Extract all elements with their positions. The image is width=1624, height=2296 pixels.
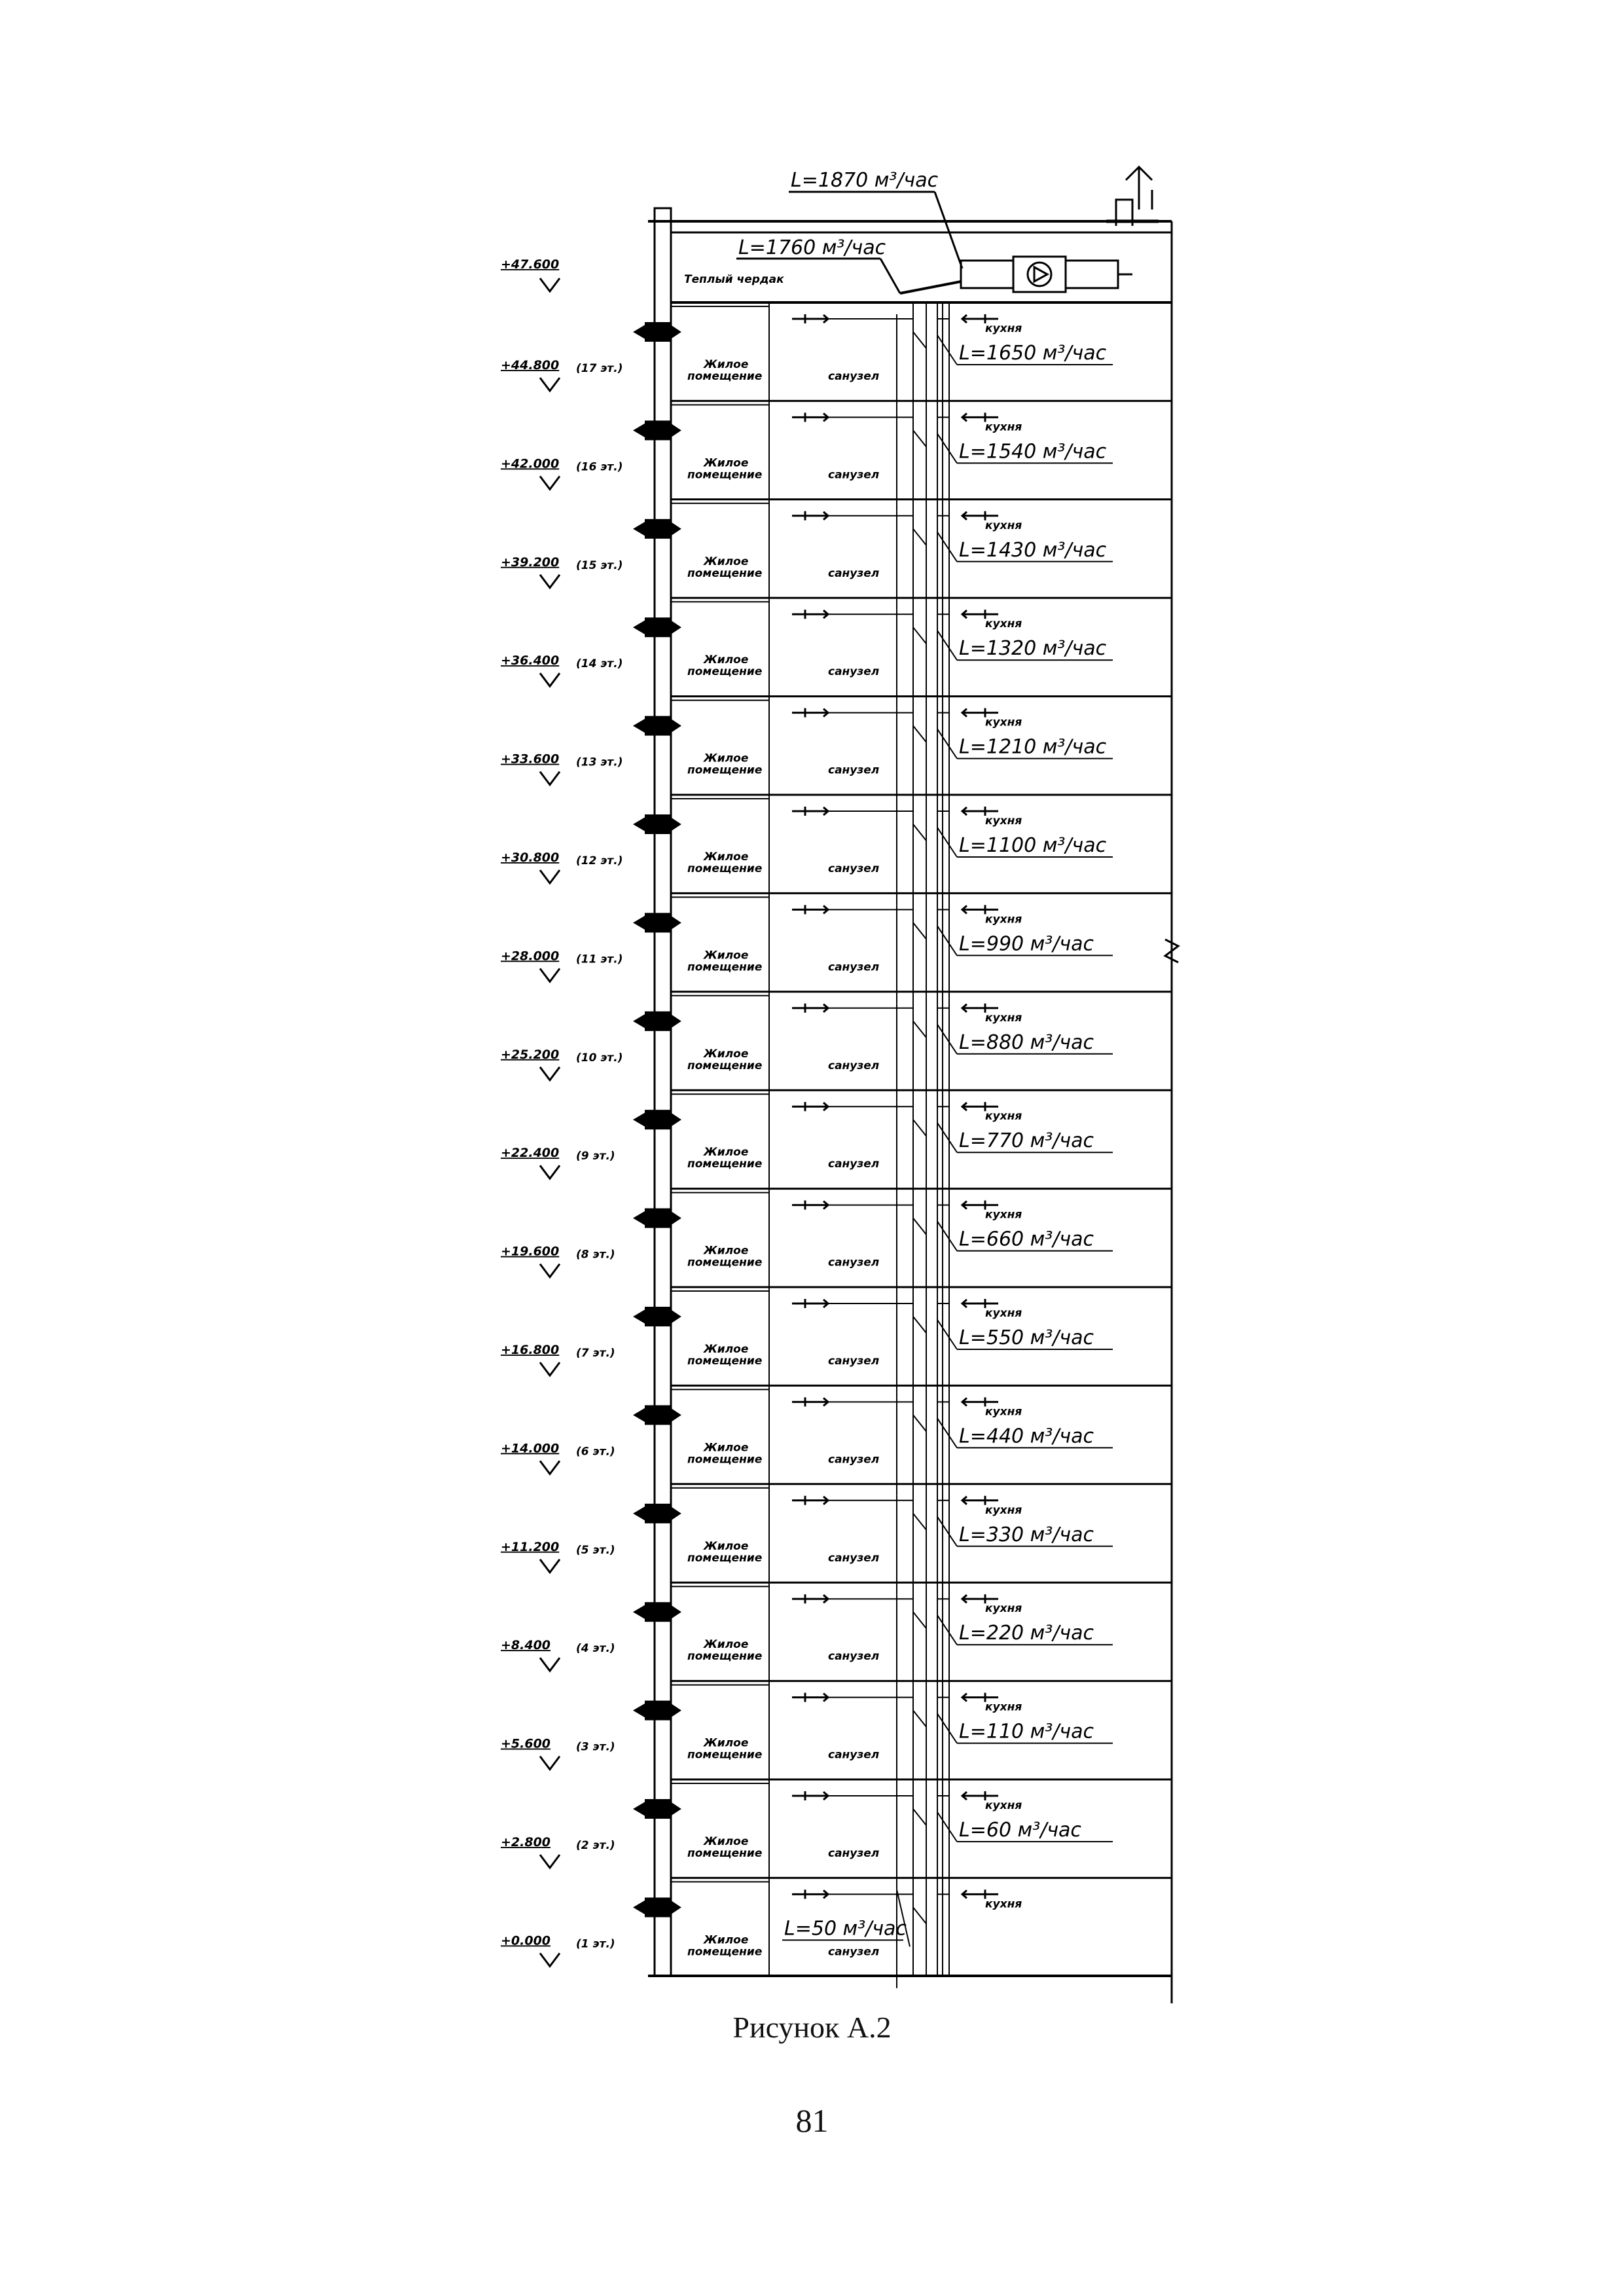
window-valve [645,1799,671,1819]
bath-branch-duct [828,713,926,742]
floor-number-label: (10 эт.) [576,1051,623,1065]
fan-unit-left [961,261,1013,288]
window-valve [645,1504,671,1523]
window-valve [645,1897,671,1917]
elevation-label: +11.200 [501,1539,560,1554]
kitchen-label: кухня [985,814,1022,828]
flow-label: L=60 м³/час [959,1819,1081,1842]
flow-leader [937,828,957,857]
living-room-label: Жилое [704,358,749,371]
bathroom-label: санузел [828,960,880,974]
flow-label: L=660 м³/час [959,1228,1094,1251]
bathroom-label: санузел [828,1355,880,1368]
flow-label: L=990 м³/час [959,932,1094,956]
flow-leader [937,1812,957,1842]
flow-leader [937,1615,957,1645]
kitchen-label: кухня [985,1110,1022,1123]
living-room-label-2: помещение [687,1157,763,1171]
living-room-label: Жилое [704,1047,749,1061]
flow-label-roof: L=1870 м³/час [791,169,939,192]
living-room-label: Жилое [704,1244,749,1258]
living-room-label: Жилое [704,1736,749,1750]
living-room-label: Жилое [704,456,749,470]
window-valve [645,420,671,440]
bath-exhaust-grille-icon [792,1594,828,1603]
bath-branch-duct [828,614,926,644]
bath-exhaust-grille-icon [792,1102,828,1111]
flow-label: L=110 м³/час [959,1720,1094,1743]
break-mark-icon [1165,939,1178,962]
living-room-label: Жилое [704,1441,749,1455]
elevation-label: +19.600 [501,1244,560,1259]
elevation-marker [540,1264,560,1277]
living-room-label: Жилое [704,1343,749,1356]
bath-branch-duct [828,811,926,841]
floor-number-label: (13 эт.) [576,756,623,769]
elevation-label: +2.800 [501,1835,551,1850]
bathroom-label: санузел [828,665,880,679]
living-room-label: Жилое [704,555,749,568]
window-valve [645,814,671,834]
bath-exhaust-grille-icon [792,708,828,718]
living-room-label-2: помещение [687,1748,763,1762]
floor-number-label: (14 эт.) [576,657,623,671]
floor-number-label: (16 эт.) [576,460,623,474]
kitchen-label: кухня [985,617,1022,631]
elevation-marker-top [540,278,560,291]
flow-leader [937,1517,957,1546]
window-valve [645,1307,671,1326]
elevation-label: +8.400 [501,1638,551,1653]
living-room-label-2: помещение [687,1945,763,1959]
bath-branch-duct [828,1698,926,1727]
living-room-label: Жилое [704,949,749,962]
living-room-label: Жилое [704,1539,749,1553]
top-flow-leader-2 [880,259,900,293]
living-room-label: Жилое [704,653,749,667]
living-room-label-2: помещение [687,566,763,580]
first-floor-flow-label: L=50 м³/час [784,1917,907,1941]
flow-label: L=1650 м³/час [959,342,1107,365]
bath-exhaust-grille-icon [792,1693,828,1702]
kitchen-label: кухня [985,1011,1022,1025]
bathroom-label: санузел [828,1945,880,1959]
living-room-label-2: помещение [687,1551,763,1565]
bathroom-label: санузел [828,468,880,482]
bath-exhaust-grille-icon [792,610,828,619]
floor-number-label: (6 эт.) [576,1445,615,1459]
flow-leader [937,1123,957,1152]
elevation-marker [540,1461,560,1474]
flow-label: L=770 м³/час [959,1129,1094,1153]
elevation-label: +42.000 [501,456,560,471]
living-room-label-2: помещение [687,1059,763,1072]
living-room-label-2: помещение [687,960,763,974]
roof-exhaust-cap-icon [1116,167,1152,226]
kitchen-label: кухня [985,1700,1022,1714]
bath-exhaust-grille-icon [792,905,828,914]
living-room-label: Жилое [704,1146,749,1159]
bath-exhaust-grille-icon [792,314,828,323]
floor-number-label: (9 эт.) [576,1150,615,1163]
floor-number-label: (1 эт.) [576,1937,615,1951]
elevation-label: +5.600 [501,1736,551,1751]
elevation-marker [540,476,560,489]
floor-number-label: (15 эт.) [576,558,623,572]
elevation-marker [540,1559,560,1573]
bath-branch-duct [828,1106,926,1136]
floor-number-label: (17 эт.) [576,362,623,375]
kitchen-label: кухня [985,1503,1022,1517]
living-room-label-2: помещение [687,468,763,482]
flow-leader [937,729,957,759]
flow-leader [937,1418,957,1448]
flow-leader [937,926,957,955]
bath-exhaust-grille-icon [792,511,828,520]
kitchen-label: кухня [985,1307,1022,1320]
window-valve [645,1602,671,1622]
elevation-label: +33.600 [501,752,560,767]
elevation-label: +30.800 [501,850,560,865]
flow-leader [937,1025,957,1054]
bath-branch-duct [828,1008,926,1038]
flow-label: L=1320 м³/час [959,637,1107,661]
flow-leader [937,1320,957,1349]
floor-number-label: (11 эт.) [576,953,623,966]
elevation-marker [540,1165,560,1178]
elevation-marker [540,968,560,981]
window-valve [645,1405,671,1425]
elevation-label: +22.400 [501,1146,560,1161]
elevation-marker [540,1658,560,1671]
flow-label: L=880 м³/час [959,1030,1094,1054]
living-room-label-2: помещение [687,1650,763,1664]
living-room-label-2: помещение [687,665,763,679]
floor-number-label: (4 эт.) [576,1642,615,1656]
flow-leader [937,630,957,660]
window-valve [645,716,671,736]
bath-branch-duct [828,417,926,446]
flow-label: L=550 м³/час [959,1326,1094,1349]
kitchen-label: кухня [985,1208,1022,1222]
bathroom-label: санузел [828,1650,880,1664]
bathroom-label: санузел [828,370,880,383]
kitchen-label: кухня [985,1897,1022,1911]
elevation-label: +44.800 [501,358,560,373]
bath-exhaust-grille-icon [792,1201,828,1210]
fan-unit-right [1066,261,1118,288]
bath-branch-duct [828,1599,926,1628]
flow-label-attic: L=1760 м³/час [738,236,886,259]
flow-leader [937,532,957,562]
kitchen-label: кухня [985,322,1022,335]
bath-branch-duct [828,1303,926,1333]
living-room-label: Жилое [704,1638,749,1652]
bath-exhaust-grille-icon [792,412,828,422]
bath-branch-duct [828,1501,926,1530]
attic-duct [900,282,961,293]
window-valve [645,1209,671,1228]
floor-number-label: (2 эт.) [576,1839,615,1852]
bathroom-label: санузел [828,1157,880,1171]
bath-exhaust-grille-icon [792,1004,828,1013]
page-number: 81 [795,2102,829,2139]
elevation-label: +14.000 [501,1441,560,1456]
elevation-marker [540,870,560,883]
floor-number-label: (3 эт.) [576,1740,615,1754]
elevation-top: +47.600 [501,257,560,272]
top-flow-leader-1 [935,192,962,268]
elevation-marker [540,1757,560,1770]
flow-label: L=440 м³/час [959,1425,1094,1448]
window-valve [645,519,671,539]
living-room-label-2: помещение [687,1355,763,1368]
flow-label: L=330 м³/час [959,1523,1094,1546]
bathroom-label: санузел [828,1551,880,1565]
flow-label: L=1210 м³/час [959,735,1107,759]
fan-blades [1034,267,1047,282]
kitchen-label: кухня [985,913,1022,926]
floor-number-label: (5 эт.) [576,1543,615,1557]
bath-exhaust-grille-icon [792,1397,828,1406]
elevation-marker [540,1067,560,1080]
kitchen-label: кухня [985,519,1022,532]
flow-leader [937,335,957,365]
living-room-label-2: помещение [687,1453,763,1467]
bath-exhaust-grille-icon [792,1299,828,1308]
bath-branch-duct [828,909,926,939]
bathroom-label: санузел [828,763,880,777]
figure-caption: Рисунок А.2 [732,2011,892,2044]
window-valve [645,322,671,342]
kitchen-label: кухня [985,1799,1022,1812]
floor-number-label: (8 эт.) [576,1248,615,1262]
living-room-label-2: помещение [687,370,763,383]
kitchen-label: кухня [985,716,1022,729]
living-room-label: Жилое [704,1835,749,1848]
living-room-label: Жилое [704,752,749,765]
bathroom-label: санузел [828,862,880,875]
flow-label: L=1430 м³/час [959,538,1107,562]
flow-leader [937,1222,957,1251]
elevation-marker [540,1362,560,1376]
elevation-marker [540,378,560,391]
bath-branch-duct [828,1402,926,1431]
floor-number-label: (12 эт.) [576,854,623,867]
bath-exhaust-grille-icon [792,807,828,816]
flow-label: L=1540 м³/час [959,440,1107,464]
kitchen-label: кухня [985,420,1022,434]
bath-branch-duct [828,1205,926,1235]
living-room-label-2: помещение [687,862,763,875]
window-valve [645,1011,671,1031]
flow-leader [937,1714,957,1743]
living-room-label-2: помещение [687,1256,763,1269]
elevation-label: +0.000 [501,1933,551,1948]
bathroom-label: санузел [828,1453,880,1467]
living-room-label: Жилое [704,850,749,864]
bathroom-label: санузел [828,1847,880,1860]
flow-label: L=220 м³/час [959,1622,1094,1645]
bath-exhaust-grille-icon [792,1791,828,1800]
bath-branch-duct [828,319,926,348]
living-room-label-2: помещение [687,763,763,777]
elevation-label: +39.200 [501,555,560,570]
living-room-label-2: помещение [687,1847,763,1860]
bathroom-label: санузел [828,1748,880,1762]
elevation-marker [540,575,560,588]
elevation-label: +36.400 [501,653,560,668]
window-valve [645,1701,671,1721]
window-valve [645,1110,671,1129]
kitchen-label: кухня [985,1405,1022,1419]
elevation-label: +25.200 [501,1047,560,1062]
elevation-label: +16.800 [501,1343,560,1357]
elevation-marker [540,1953,560,1966]
elevation-marker [540,772,560,785]
attic-label: Теплый чердак [684,273,784,286]
bath-exhaust-grille-icon [792,1889,828,1899]
bath-branch-duct [828,1796,926,1825]
bathroom-label: санузел [828,566,880,580]
bath-exhaust-grille-icon [792,1496,828,1505]
window-valve [645,913,671,932]
window-valve [645,617,671,637]
elevation-label: +28.000 [501,949,560,964]
kitchen-label: кухня [985,1602,1022,1616]
bathroom-label: санузел [828,1256,880,1269]
flow-leader [937,433,957,463]
bath-branch-duct [828,516,926,545]
bathroom-label: санузел [828,1059,880,1072]
floor-number-label: (7 эт.) [576,1347,615,1360]
elevation-marker [540,1855,560,1868]
elevation-marker [540,673,560,686]
living-room-label: Жилое [704,1933,749,1947]
flow-label: L=1100 м³/час [959,834,1107,857]
